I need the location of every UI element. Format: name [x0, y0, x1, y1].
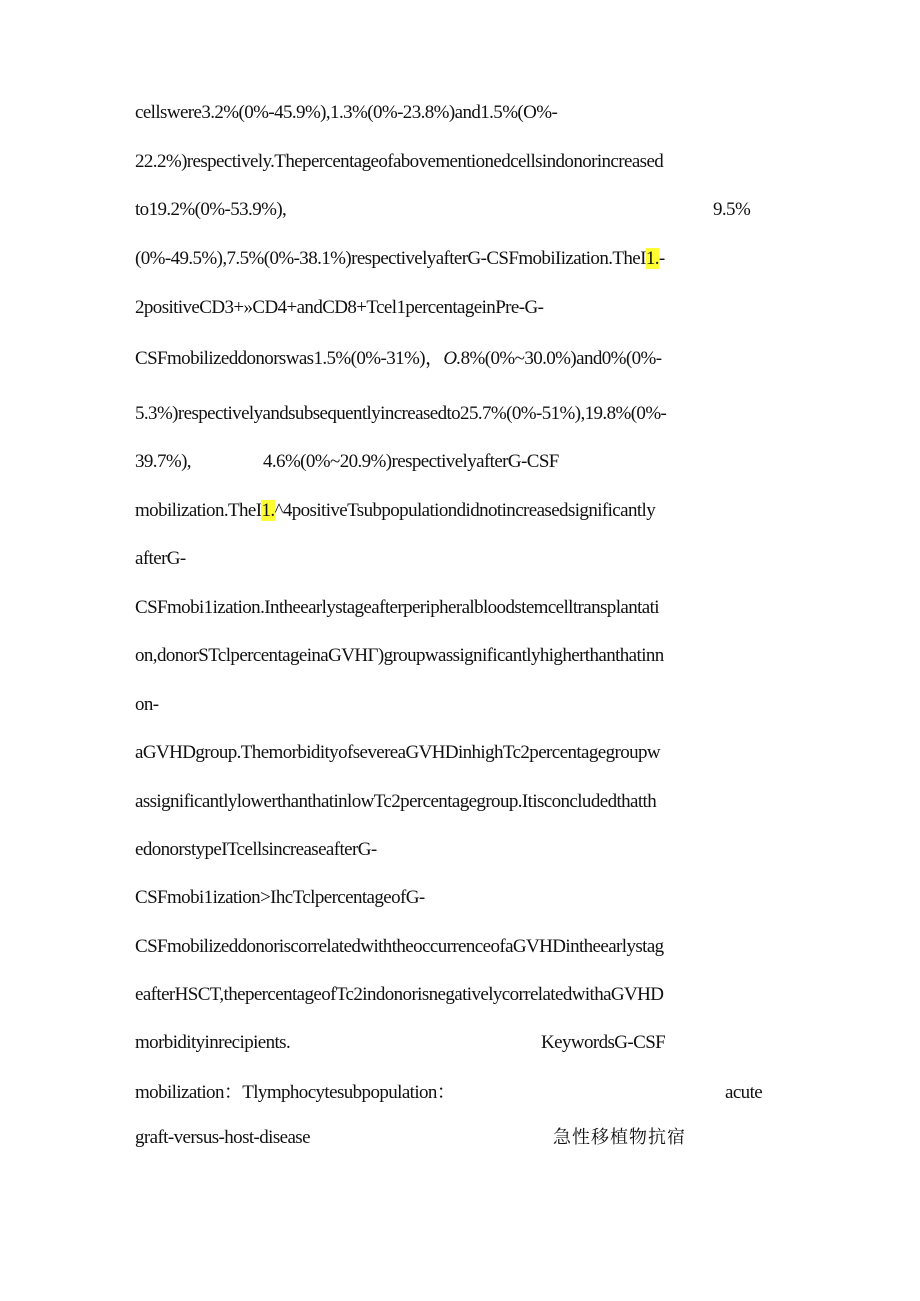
- italic-text: O.: [443, 348, 461, 369]
- line-text: mobilization.TheI: [135, 500, 262, 521]
- line-text: assignificantlylowerthanthatinlowTc2percentagegroup.Itisconcludedthatth: [135, 791, 657, 812]
- text-line: [135, 149, 795, 175]
- text-line: [135, 1080, 795, 1106]
- line-text: 22.2%)respectively.Thepercentageofabovementionedcellsindonorincreased: [135, 151, 664, 172]
- text-line: [135, 789, 795, 815]
- line-text: CSFmobilizeddonorswas1.5%(0%-31%)，: [135, 348, 444, 369]
- text-line: [135, 546, 795, 572]
- line-text: 2positiveCD3+»CD4+andCD8+Tcel1percentageinPre-G-: [135, 297, 544, 318]
- text-line: [135, 982, 795, 1008]
- text-line: [135, 401, 795, 427]
- highlighted-text: 1.: [645, 248, 659, 269]
- line-text: aGVHDgroup.ThemorbidityofsevereaGVHDinhighTc2percentagegroupw: [135, 742, 661, 763]
- line-text: 5.3%)respectivelyandsubsequentlyincreasedto25.7%(0%-51%),19.8%(0%-: [135, 403, 667, 424]
- text-line: [135, 449, 795, 475]
- line-text: CSFmobilizeddonoriscorrelatedwiththeoccurrenceofaGVHDintheearlystag: [135, 936, 664, 957]
- line-text: to19.2%(0%-53.9%),: [135, 199, 287, 220]
- text-line: [135, 498, 795, 524]
- text-line: [135, 885, 795, 911]
- line-text: graft-versus-host-disease: [135, 1127, 310, 1148]
- line-text: (0%-49.5%),7.5%(0%-38.1%)respectivelyafterG-CSFmobiIization.TheI: [135, 248, 646, 269]
- line-text: CSFmobi1ization>IhcTclpercentageofG-: [135, 887, 425, 908]
- line-text: mobilization：Tlymphocytesubpopulation：: [135, 1082, 456, 1103]
- line-text: edonorstypeITcellsincreaseafterG-: [135, 839, 377, 860]
- line-text-cont: 8%(0%~30.0%)and0%(0%-: [460, 348, 662, 369]
- text-line: [135, 740, 795, 766]
- line-text-right: 4.6%(0%~20.9%)respectivelyafterG-CSF: [263, 451, 559, 472]
- text-line: [135, 1030, 795, 1056]
- text-line: [135, 837, 795, 863]
- text-line: [135, 1125, 795, 1151]
- text-line: [135, 595, 795, 621]
- line-text: morbidityinrecipients.: [135, 1032, 291, 1053]
- line-text-right: acute: [725, 1082, 763, 1103]
- text-line: [135, 100, 795, 126]
- text-line: [135, 197, 795, 223]
- line-text: eafterHSCT,thepercentageofTc2indonorisnegativelycorrelatedwithaGVHD: [135, 984, 664, 1005]
- line-text-cont: ^4positiveTsubpopulationdidnotincreasedsignificantly: [274, 500, 656, 521]
- text-line: [135, 295, 795, 321]
- line-text-right: 9.5%: [713, 199, 751, 220]
- line-text-cont: -: [658, 248, 665, 269]
- line-text: CSFmobi1ization.Intheearlystageafterperipheralbloodstemcelltransplantati: [135, 597, 659, 618]
- line-text: afterG-: [135, 548, 186, 569]
- text-line: [135, 934, 795, 960]
- text-line: [135, 643, 795, 669]
- text-line: [135, 346, 795, 372]
- line-text: cellswere3.2%(0%-45.9%),1.3%(0%-23.8%)and1.5%(O%-: [135, 102, 558, 123]
- line-text: 39.7%),: [135, 451, 191, 472]
- line-text-right: KeywordsG-CSF: [541, 1032, 666, 1053]
- text-line: [135, 246, 795, 272]
- highlighted-text: 1.: [261, 500, 275, 521]
- line-text: on,donorSTclpercentageinaGVHΓ)groupwassignificantlyhigherthanthatinn: [135, 645, 664, 666]
- text-line: [135, 692, 795, 718]
- line-text: on-: [135, 694, 159, 715]
- line-text-cjk: 急性移植物抗宿: [553, 1127, 686, 1148]
